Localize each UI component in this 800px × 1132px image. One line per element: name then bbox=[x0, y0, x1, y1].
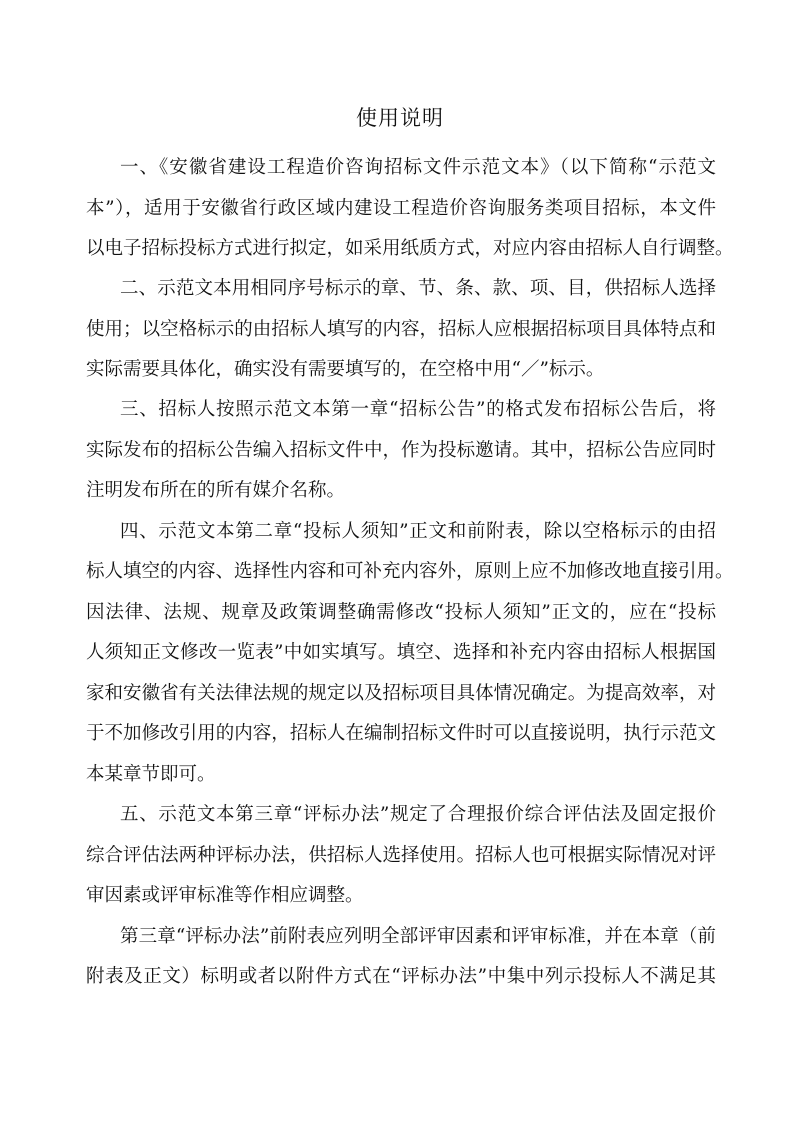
text-line: 实际发布的招标公告编入招标文件中，作为投标邀请。其中，招标公告应同时 bbox=[86, 440, 716, 461]
text-line: 因法律、法规、规章及政策调整确需修改“投标人须知”正文的，应在“投标 bbox=[86, 602, 716, 623]
text-line: 家和安徽省有关法律法规的规定以及招标项目具体情况确定。为提高效率，对 bbox=[86, 683, 716, 704]
text-line: 四、示范文本第二章“投标人须知”正文和前附表，除以空格标示的由招 bbox=[120, 521, 716, 542]
text-line: 标人填空的内容、选择性内容和可补充内容外，原则上应不加修改地直接引用。 bbox=[86, 561, 734, 582]
text-line: 附表及正文）标明或者以附件方式在“评标办法”中集中列示投标人不满足其 bbox=[86, 966, 716, 987]
text-line: 注明发布所在的所有媒介名称。 bbox=[86, 480, 346, 501]
text-line: 于不加修改引用的内容，招标人在编制招标文件时可以直接说明，执行示范文 bbox=[86, 723, 716, 744]
text-line: 本”），适用于安徽省行政区域内建设工程造价咨询服务类项目招标，本文件 bbox=[86, 198, 716, 219]
text-line: 综合评估法两种评标办法，供招标人选择使用。招标人也可根据实际情况对评 bbox=[86, 845, 716, 866]
text-line: 使用；以空格标示的由招标人填写的内容，招标人应根据招标项目具体特点和 bbox=[86, 319, 716, 340]
text-line: 五、示范文本第三章“评标办法”规定了合理报价综合评估法及固定报价 bbox=[120, 804, 716, 825]
text-line: 一、《安徽省建设工程造价咨询招标文件示范文本》（以下简称“示范文 bbox=[120, 157, 716, 178]
text-line: 本某章节即可。 bbox=[86, 764, 216, 785]
text-line: 实际需要具体化，确实没有需要填写的，在空格中用“／”标示。 bbox=[86, 359, 605, 380]
text-line: 人须知正文修改一览表”中如实填写。填空、选择和补充内容由招标人根据国 bbox=[86, 642, 716, 663]
page-title: 使用说明 bbox=[356, 106, 444, 130]
text-line: 第三章“评标办法”前附表应列明全部评审因素和评审标准，并在本章（前 bbox=[120, 926, 716, 947]
text-line: 三、招标人按照示范文本第一章“招标公告”的格式发布招标公告后，将 bbox=[120, 399, 716, 420]
text-line: 审因素或评审标准等作相应调整。 bbox=[86, 885, 364, 906]
text-line: 以电子招标投标方式进行拟定，如采用纸质方式，对应内容由招标人自行调整。 bbox=[86, 238, 734, 259]
text-line: 二、示范文本用相同序号标示的章、节、条、款、项、目，供招标人选择 bbox=[120, 278, 716, 299]
